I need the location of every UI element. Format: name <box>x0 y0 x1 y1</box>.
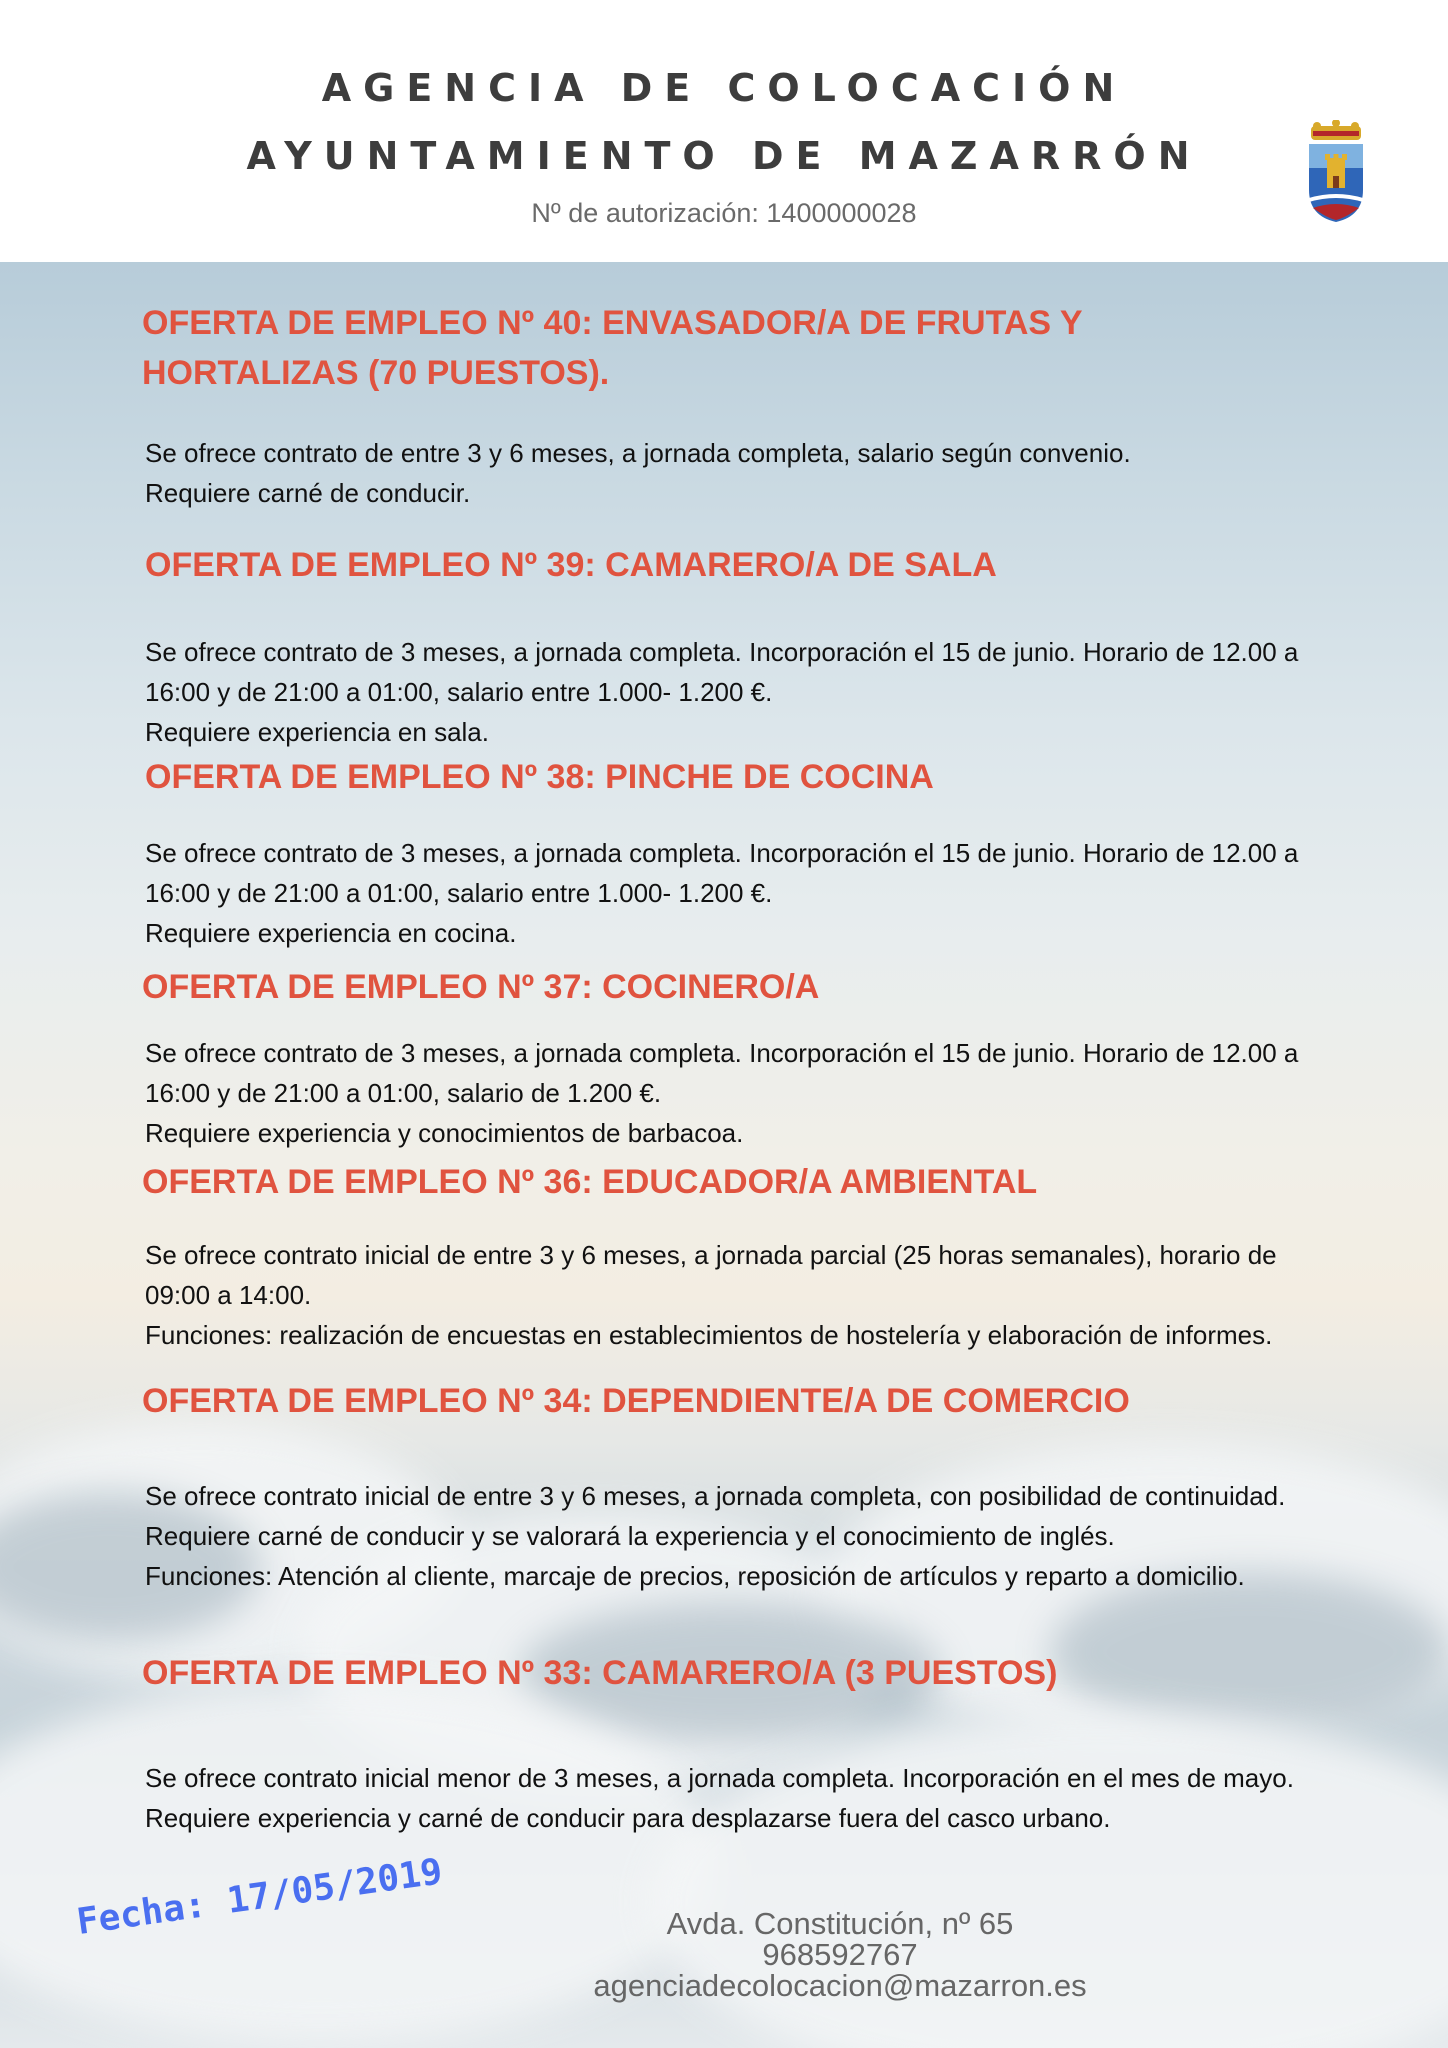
offer-line: Se ofrece contrato de entre 3 y 6 meses, a jornada completa, salario según convenio. <box>145 438 1131 468</box>
offer-title-34: OFERTA DE EMPLEO Nº 34: DEPENDIENTE/A DE COMERCIO <box>142 1382 1130 1420</box>
agency-title: AGENCIA DE COLOCACIÓN <box>321 66 1127 110</box>
offer-title-37: OFERTA DE EMPLEO Nº 37: COCINERO/A <box>142 968 820 1006</box>
offer-line: Se ofrece contrato inicial menor de 3 meses, a jornada completa. Incorporación en el mes de mayo. <box>145 1763 1294 1793</box>
offer-line: Requiere experiencia en cocina. <box>145 918 517 948</box>
offer-line: Se ofrece contrato de 3 meses, a jornada completa. Incorporación el 15 de junio. Horario de 12.00 a 16:00 y de 21:00 a 01:00, salario de 1.200 €. <box>145 1038 1299 1108</box>
authorization-number: Nº de autorización: 1400000028 <box>531 198 917 228</box>
offer-line: Requiere carné de conducir y se valorará la experiencia y el conocimiento de inglés. <box>145 1521 1115 1551</box>
offer-description-37 <box>145 1033 1325 1153</box>
footer-email[interactable]: agenciadecolocacion@mazarron.es <box>593 1968 1087 2003</box>
header <box>0 0 1448 262</box>
offer-line: Se ofrece contrato inicial de entre 3 y 6 meses, a jornada parcial (25 horas semanales), horario de 09:00 a 14:00. <box>145 1240 1277 1310</box>
offer-description-40 <box>145 433 1325 513</box>
footer-address: Avda. Constitución, nº 65 <box>666 1906 1014 1941</box>
offer-line: Requiere experiencia y conocimientos de barbacoa. <box>145 1118 744 1148</box>
offer-description-34 <box>145 1476 1325 1596</box>
offer-line: Se ofrece contrato inicial de entre 3 y 6 meses, a jornada completa, con posibilidad de continuidad. <box>145 1481 1286 1511</box>
offer-description-36 <box>145 1235 1325 1355</box>
offer-line: Se ofrece contrato de 3 meses, a jornada completa. Incorporación el 15 de junio. Horario de 12.00 a 16:00 y de 21:00 a 01:00, salario entre 1.000- 1.200 €. <box>145 838 1299 908</box>
offer-line: Funciones: realización de encuestas en establecimientos de hostelería y elaboración de informes. <box>145 1320 1273 1350</box>
offer-description-39 <box>145 632 1325 752</box>
offer-title-39: OFERTA DE EMPLEO Nº 39: CAMARERO/A DE SALA <box>145 546 997 584</box>
council-title: AYUNTAMIENTO DE MAZARRÓN <box>246 134 1202 178</box>
offer-description-38 <box>145 833 1325 953</box>
coat-of-arms-icon <box>1305 120 1367 224</box>
offer-title-40: OFERTA DE EMPLEO Nº 40: ENVASADOR/A DE FRUTAS Y HORTALIZAS (70 PUESTOS). <box>142 304 1082 392</box>
offer-title-36: OFERTA DE EMPLEO Nº 36: EDUCADOR/A AMBIENTAL <box>142 1163 1038 1201</box>
offer-description-33 <box>145 1758 1325 1838</box>
offer-line: Requiere carné de conducir. <box>145 478 471 508</box>
offer-title-33: OFERTA DE EMPLEO Nº 33: CAMARERO/A (3 PUESTOS) <box>142 1654 1058 1692</box>
footer-phone: 968592767 <box>762 1937 918 1972</box>
offer-line: Funciones: Atención al cliente, marcaje de precios, reposición de artículos y reparto a domicilio. <box>145 1561 1245 1591</box>
date-stamp: Fecha: 17/05/2019 <box>74 1851 445 1943</box>
offer-title-38: OFERTA DE EMPLEO Nº 38: PINCHE DE COCINA <box>145 758 934 796</box>
offer-line: Requiere experiencia en sala. <box>145 717 489 747</box>
offer-line: Requiere experiencia y carné de conducir para desplazarse fuera del casco urbano. <box>145 1803 1111 1833</box>
offer-line: Se ofrece contrato de 3 meses, a jornada completa. Incorporación el 15 de junio. Horario de 12.00 a 16:00 y de 21:00 a 01:00, salario entre 1.000- 1.200 €. <box>145 637 1299 707</box>
